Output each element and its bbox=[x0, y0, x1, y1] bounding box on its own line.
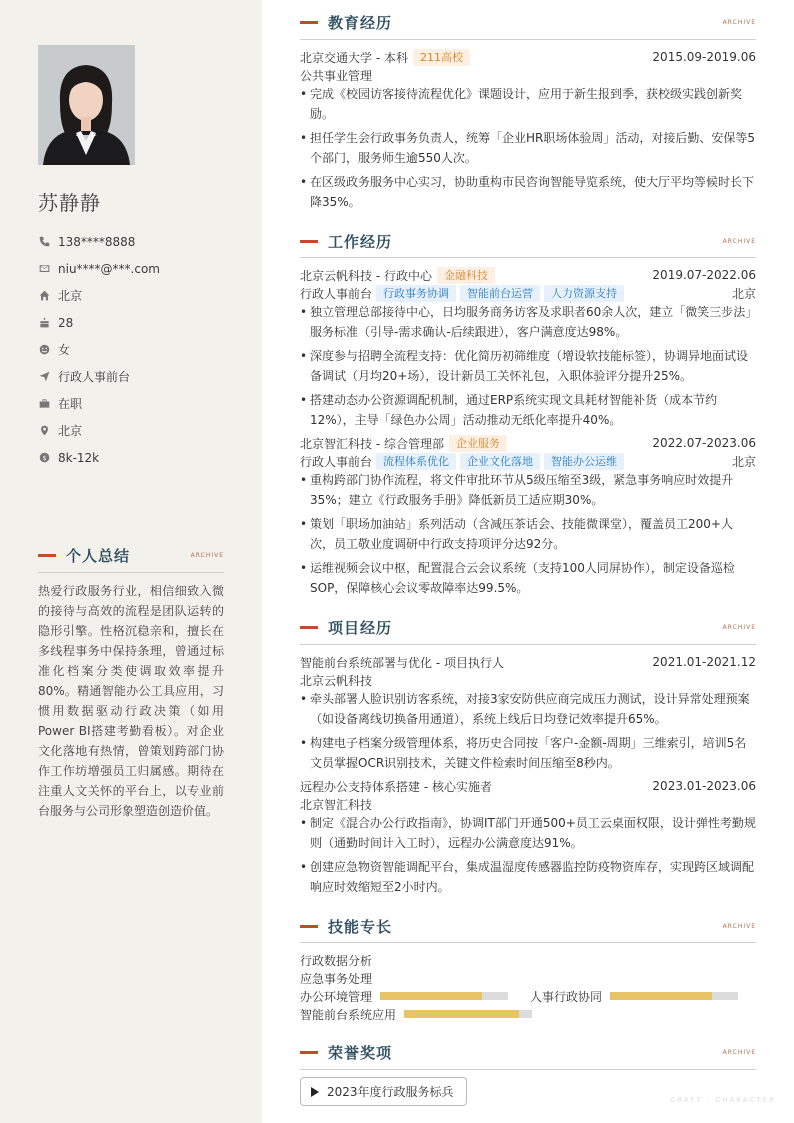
contact-list bbox=[38, 228, 160, 471]
industry-badge: 企业服务 bbox=[449, 435, 507, 452]
gender-icon bbox=[38, 344, 50, 356]
play-icon bbox=[311, 1087, 319, 1097]
project-1-header: 智能前台系统部署与优化 - 项目执行人 2021.01-2021.12 bbox=[300, 655, 756, 670]
contact-location: 北京 bbox=[38, 417, 160, 444]
work-2-header: 北京智汇科技 - 综合管理部 企业服务 2022.07-2023.06 bbox=[300, 436, 756, 451]
home-icon bbox=[38, 290, 50, 302]
contact-home: 北京 bbox=[38, 282, 160, 309]
skill-level-bar bbox=[404, 1010, 532, 1018]
project-2-company: 北京智汇科技 bbox=[300, 797, 373, 812]
skill-item: 应急事务处理 bbox=[300, 971, 373, 986]
list-item: • 创建应急物资智能调配平台，集成温湿度传感器监控防疫物资库存，实现跨区域调配响应时效缩短至2小时内。 bbox=[300, 857, 756, 897]
list-item: • 在区级政务服务中心实习，协助重构市民咨询智能导览系统，使大厅平均等候时长下降35%。 bbox=[300, 172, 756, 212]
project-section-header: 项目经历 ARCHIVE bbox=[300, 617, 756, 638]
briefcase-icon bbox=[38, 398, 50, 410]
skill-tag: 行政事务协调 bbox=[376, 285, 456, 302]
skill-item: 行政数据分析 bbox=[300, 953, 373, 968]
location-pin-icon bbox=[38, 425, 50, 437]
list-item: • 担任学生会行政事务负责人，统筹「企业HR职场体验周」活动，对接后勤、安保等5个部门，服务师生逾550人次。 bbox=[300, 128, 756, 168]
salary-icon bbox=[38, 452, 50, 464]
list-item: • 制定《混合办公行政指南》，协调IT部门开通500+员工云桌面权限，设计弹性考勤规则（通勤时间计入工时），远程办公满意度达91%。 bbox=[300, 813, 756, 853]
contact-status: 在职 bbox=[38, 390, 160, 417]
contact-email: niu****@***.com bbox=[38, 255, 160, 282]
contact-phone: 138****8888 bbox=[38, 228, 160, 255]
list-item: • 深度参与招聘全流程支持：优化简历初筛维度（增设软技能标签），协调异地面试设备调试（月均20+场），设计新员工关怀礼包，入职体验评分提升25%。 bbox=[300, 346, 756, 386]
skill-tag: 企业文化落地 bbox=[460, 453, 540, 470]
work-2-position: 行政人事前台 流程体系优化 企业文化落地 智能办公运维 北京 bbox=[300, 454, 756, 469]
skill-tag: 人力资源支持 bbox=[544, 285, 624, 302]
list-item: • 搭建动态办公资源调配机制，通过ERP系统实现文具耗材智能补货（成本节约12%），主导「绿色办公周」活动推动无纸化率提升40%。 bbox=[300, 390, 756, 430]
project-2-header: 远程办公支持体系搭建 - 核心实施者 2023.01-2023.06 bbox=[300, 779, 756, 794]
contact-age: 28 bbox=[38, 309, 160, 336]
skill-item: 智能前台系统应用 bbox=[300, 1005, 756, 1023]
summary-section-header: 个人总结 ARCHIVE bbox=[38, 545, 224, 566]
cake-icon bbox=[38, 317, 50, 329]
work-1-position: 行政人事前台 行政事务协调 智能前台运营 人力资源支持 北京 bbox=[300, 286, 756, 301]
phone-icon bbox=[38, 236, 50, 248]
skill-level-bar bbox=[610, 992, 738, 1000]
contact-gender: 女 bbox=[38, 336, 160, 363]
skill-tag: 智能办公运维 bbox=[544, 453, 624, 470]
honors-section-header: 荣誉奖项 ARCHIVE bbox=[300, 1042, 756, 1063]
contact-job-target: 行政人事前台 bbox=[38, 363, 160, 390]
svg-text:$: $ bbox=[42, 454, 46, 462]
profile-photo bbox=[38, 45, 135, 165]
list-item: • 独立管理总部接待中心，日均服务商务访客及求职者60余人次，建立「微笑三步法」服务标准（引导-需求确认-后续跟进），客户满意度达98%。 bbox=[300, 302, 756, 342]
list-item: • 牵头部署人脸识别访客系统，对接3家安防供应商完成压力测试，设计异常处理预案（如设备离线切换备用通道），系统上线后日均登记效率提升65%。 bbox=[300, 689, 756, 729]
education-section-header: 教育经历 ARCHIVE bbox=[300, 12, 756, 33]
watermark: CRAFT · CHARACTER bbox=[670, 1096, 776, 1104]
project-1-company: 北京云帆科技 bbox=[300, 673, 373, 688]
contact-salary: $ 8k-12k bbox=[38, 444, 160, 471]
skill-item: 办公环境管理 人事行政协同 bbox=[300, 987, 756, 1005]
sidebar bbox=[0, 0, 262, 1123]
list-item: • 完成《校园访客接待流程优化》课题设计，应用于新生报到季，获校级实践创新奖励。 bbox=[300, 84, 756, 124]
school-badge: 211高校 bbox=[413, 49, 470, 66]
work-section-header: 工作经历 ARCHIVE bbox=[300, 231, 756, 252]
work-1-header: 北京云帆科技 - 行政中心 金融科技 2019.07-2022.06 bbox=[300, 268, 756, 283]
skill-tag: 流程体系优化 bbox=[376, 453, 456, 470]
skill-level-bar bbox=[380, 992, 508, 1000]
send-icon bbox=[38, 371, 50, 383]
skill-tag: 智能前台运营 bbox=[460, 285, 540, 302]
industry-badge: 金融科技 bbox=[437, 267, 495, 284]
list-item: • 构建电子档案分级管理体系，将历史合同按「客户-金额-周期」三维索引，培训5名文员掌握OCR识别技术，关键文件检索时间压缩至8秒内。 bbox=[300, 733, 756, 773]
list-item: • 重构跨部门协作流程，将文件审批环节从5级压缩至3级，紧急事务响应时效提升35%；建立《行政服务手册》降低新员工适应期30%。 bbox=[300, 470, 756, 510]
summary-text: 热爱行政服务行业，相信细致入微的接待与高效的流程是团队运转的隐形引擎。性格沉稳亲和，擅长在多线程事务中保持条理，曾通过标准化档案分类使调取效率提升80%。精通智能办公工具应用，习惯用数据驱动行政决策（如用Power BI搭建考勤看板）。对企业文化落地有热情，曾策划跨部门协作工作坊增强员工归属感。期待在注重人文关怀的平台上，以专业前台服务与公司形象塑造创造价值。 bbox=[38, 584, 224, 818]
mail-icon bbox=[38, 263, 50, 275]
education-major: 公共事业管理 bbox=[300, 68, 373, 83]
candidate-name: 苏静静 bbox=[38, 191, 101, 215]
education-header: 北京交通大学 - 本科 211高校 2015.09-2019.06 bbox=[300, 50, 756, 65]
list-item: • 运维视频会议中枢，配置混合云会议系统（支持100人同屏协作），制定设备巡检SOP，保障核心会议零故障率达99.5%。 bbox=[300, 558, 756, 598]
skills-section-header: 技能专长 ARCHIVE bbox=[300, 916, 756, 937]
honor-item-button[interactable]: 2023年度行政服务标兵 bbox=[300, 1077, 467, 1106]
list-item: • 策划「职场加油站」系列活动（含减压茶话会、技能微课堂），覆盖员工200+人次，员工敬业度调研中行政支持项评分达92分。 bbox=[300, 514, 756, 554]
